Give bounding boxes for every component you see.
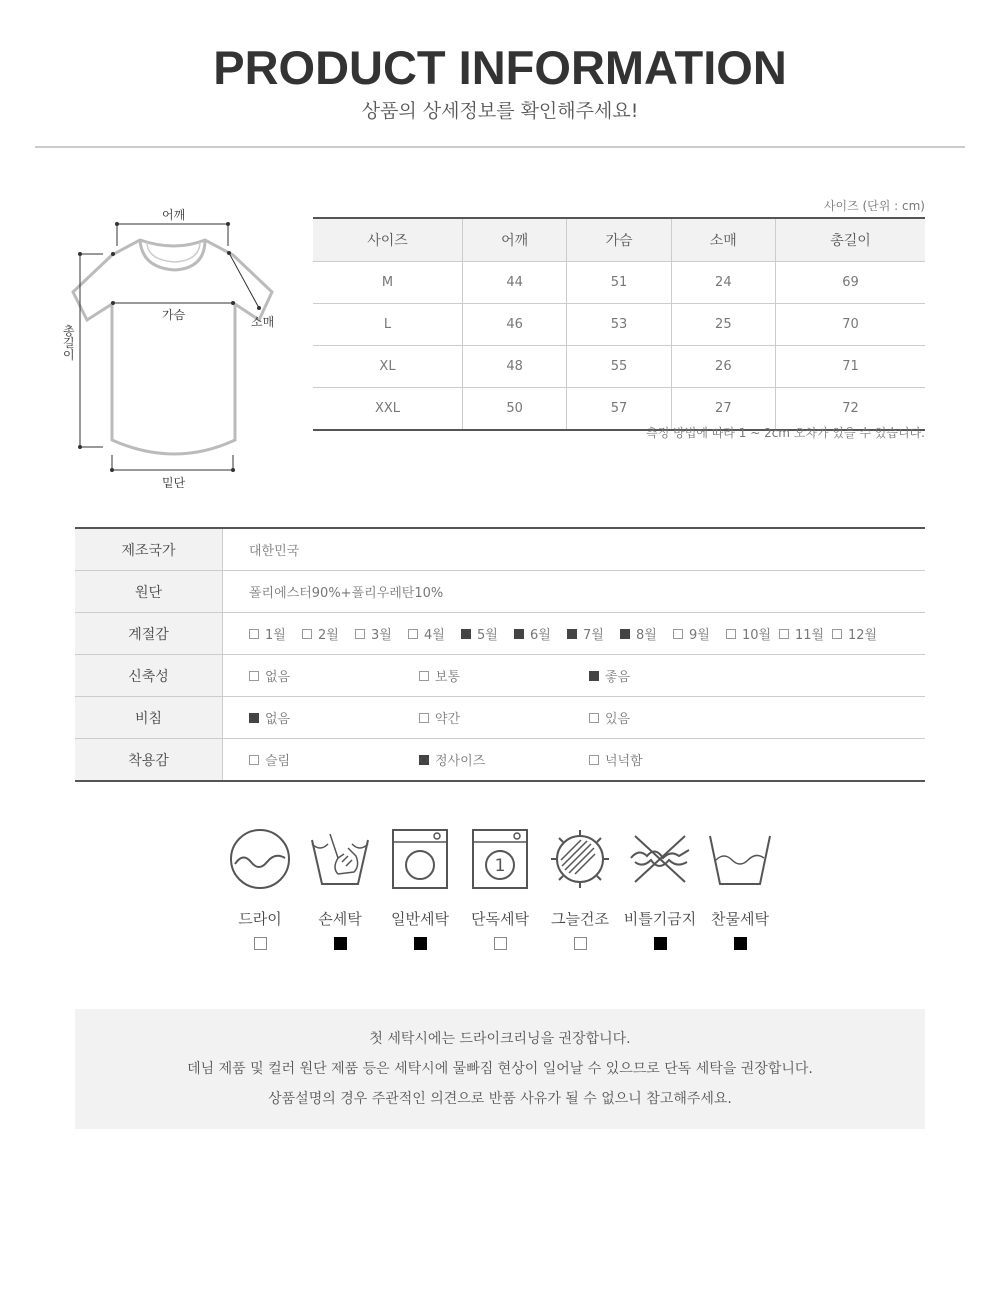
shade-dry-icon [540,828,620,890]
checked-box-icon [419,755,429,765]
hand-wash-icon [300,828,380,890]
care-instructions [220,828,780,958]
hem-label: 밑단 [162,476,186,490]
sheer-row [75,697,925,739]
fabric-row [75,571,925,613]
season-options [223,613,926,655]
unchecked-box-icon [574,937,587,950]
option-label: 있음 [605,712,631,727]
care-label: 그늘건조 [551,910,609,928]
option-item [419,708,589,727]
size-cell: XL [313,346,463,388]
season-row [75,613,925,655]
size-cell: 48 [463,346,567,388]
size-header-cell: 가슴 [567,218,671,262]
option-item [302,624,355,643]
care-item [220,828,300,950]
unchecked-box-icon [673,629,683,639]
svg-text:1: 1 [494,856,506,876]
detail-table [75,527,925,782]
size-cell: 27 [671,388,775,431]
notice-line: 첫 세탁시에는 드라이크리닝을 권장합니다. [369,1031,631,1047]
size-header-cell: 어깨 [463,218,567,262]
size-cell: 69 [775,262,925,304]
care-item [700,828,780,950]
option-label: 4월 [424,628,445,643]
shoulder-label: 어깨 [162,208,186,222]
sheer-options [223,697,926,739]
option-label: 3월 [371,628,392,643]
unchecked-box-icon [589,755,599,765]
option-item [249,708,419,727]
checked-box-icon [461,629,471,639]
care-label: 손세탁 [318,910,362,928]
care-item [540,828,620,950]
option-item [589,708,759,727]
country-value: 대한민국 [223,528,926,571]
divider [35,146,965,148]
checked-box-icon [734,937,747,950]
unchecked-box-icon [419,671,429,681]
option-item [514,624,567,643]
care-label: 비틀기금지 [623,910,697,928]
option-item [408,624,461,643]
option-item [589,666,759,685]
option-item [461,624,514,643]
checked-box-icon [567,629,577,639]
fabric-value: 폴리에스터90%+폴리우레탄10% [223,571,926,613]
option-label: 8월 [636,628,657,643]
unchecked-box-icon [249,755,259,765]
option-label: 좋음 [605,670,631,685]
unchecked-box-icon [832,629,842,639]
option-item [419,750,589,769]
option-label: 6월 [530,628,551,643]
size-cell: 50 [463,388,567,431]
option-label: 넉넉함 [605,754,643,769]
notice-line: 상품설명의 경우 주관적인 의견으로 반품 사유가 될 수 없으니 참고해주세요. [268,1091,732,1107]
stretch-row [75,655,925,697]
size-cell: L [313,304,463,346]
option-item [589,750,759,769]
option-label: 10월 [742,628,772,643]
notice-box [75,1009,925,1129]
option-label: 5월 [477,628,498,643]
option-label: 정사이즈 [435,754,486,769]
checked-box-icon [514,629,524,639]
size-row [313,304,925,346]
size-unit-note: 사이즈 (단위 : cm) [823,199,925,213]
unchecked-box-icon [249,671,259,681]
option-item [832,624,885,643]
option-label: 1월 [265,628,286,643]
checked-box-icon [334,937,347,950]
size-row [313,262,925,304]
care-label: 드라이 [238,910,282,928]
unchecked-box-icon [726,629,736,639]
option-label: 7월 [583,628,604,643]
care-item [620,828,700,950]
unchecked-box-icon [589,713,599,723]
tshirt-outline-icon [55,200,295,500]
sheer-label: 비침 [75,697,223,739]
option-label: 약간 [435,712,461,727]
measurement-note: 측정 방법에 따라 1 ~ 2cm 오차가 있을 수 있습니다. [646,426,925,440]
size-header-cell: 소매 [671,218,775,262]
size-diagram [55,200,295,500]
care-item [380,828,460,950]
unchecked-box-icon [355,629,365,639]
size-table [313,217,925,431]
size-cell: 44 [463,262,567,304]
option-item [779,624,832,643]
length-label: 총길이 [63,324,75,362]
care-label: 단독세탁 [471,910,529,928]
checked-box-icon [414,937,427,950]
unchecked-box-icon [254,937,267,950]
fit-label: 착용감 [75,739,223,782]
page-subtitle: 상품의 상세정보를 확인해주세요! [361,100,639,122]
country-row [75,528,925,571]
checked-box-icon [249,713,259,723]
option-item [726,624,779,643]
dry-clean-icon [220,828,300,890]
country-label: 제조국가 [75,528,223,571]
fit-row [75,739,925,782]
stretch-label: 신축성 [75,655,223,697]
option-label: 2월 [318,628,339,643]
option-label: 12월 [848,628,878,643]
page-title: PRODUCT INFORMATION [213,41,787,94]
checked-box-icon [620,629,630,639]
season-label: 계절감 [75,613,223,655]
option-item [355,624,408,643]
option-item [620,624,673,643]
option-item [249,750,419,769]
size-header-cell: 총길이 [775,218,925,262]
size-cell: 71 [775,346,925,388]
size-cell: 46 [463,304,567,346]
size-header-cell: 사이즈 [313,218,463,262]
size-table-header [313,218,925,262]
size-cell: 70 [775,304,925,346]
care-item [460,828,540,950]
option-label: 없음 [265,670,291,685]
option-label: 11월 [795,628,825,643]
option-item [249,624,302,643]
stretch-options [223,655,926,697]
no-wring-icon [620,828,700,890]
size-cell: 57 [567,388,671,431]
size-row [313,346,925,388]
size-cell: 26 [671,346,775,388]
size-cell: 53 [567,304,671,346]
size-cell: 72 [775,388,925,431]
cold-wash-icon [700,828,780,890]
size-cell: M [313,262,463,304]
sleeve-label: 소매 [251,315,275,329]
separate-wash-icon [460,828,540,890]
option-label: 슬림 [265,754,291,769]
checked-box-icon [589,671,599,681]
unchecked-box-icon [249,629,259,639]
size-cell: XXL [313,388,463,431]
option-label: 없음 [265,712,291,727]
option-item [419,666,589,685]
chest-label: 가슴 [162,308,186,322]
machine-wash-icon [380,828,460,890]
option-item [249,666,419,685]
unchecked-box-icon [302,629,312,639]
unchecked-box-icon [419,713,429,723]
unchecked-box-icon [408,629,418,639]
care-label: 찬물세탁 [711,910,769,928]
size-cell: 51 [567,262,671,304]
size-cell: 25 [671,304,775,346]
option-item [673,624,726,643]
checked-box-icon [654,937,667,950]
unchecked-box-icon [779,629,789,639]
fit-options [223,739,926,782]
care-item [300,828,380,950]
option-label: 보통 [435,670,461,685]
fabric-label: 원단 [75,571,223,613]
option-item [567,624,620,643]
care-label: 일반세탁 [391,910,449,928]
unchecked-box-icon [494,937,507,950]
size-cell: 55 [567,346,671,388]
notice-line: 데님 제품 및 컬러 원단 제품 등은 세탁시에 물빠짐 현상이 일어날 수 있으므로 단독 세탁을 권장합니다. [187,1061,813,1077]
option-label: 9월 [689,628,710,643]
size-cell: 24 [671,262,775,304]
